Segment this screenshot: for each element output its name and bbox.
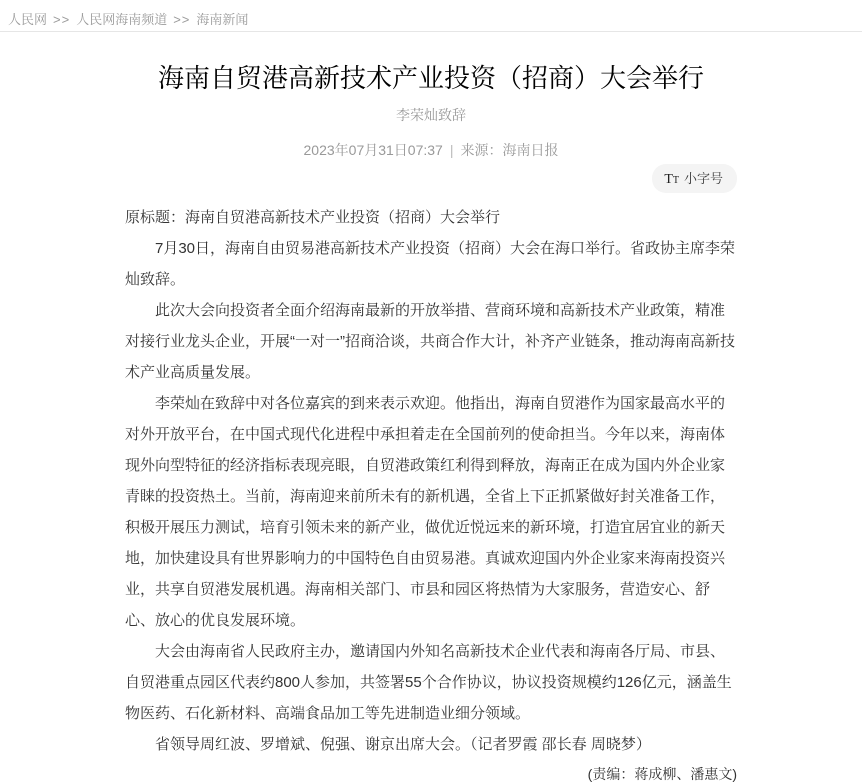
- breadcrumb-separator: >>: [53, 12, 71, 27]
- article-paragraph: 省领导周红波、罗增斌、倪强、谢京出席大会。（记者罗霞 邵长春 周晓梦）: [155, 736, 651, 753]
- source-link[interactable]: 海南日报: [502, 142, 559, 158]
- article-paragraph: 7月30日，海南自由贸易港高新技术产业投资（招商）大会在海口举行。省政协主席李荣灿致辞。: [125, 240, 736, 288]
- editors-note: (责编：蒋成柳、潘惠文): [587, 766, 737, 782]
- article-subtitle: 李荣灿致辞: [396, 107, 466, 123]
- original-title-line: 原标题：海南自贸港高新技术产业投资（招商）大会举行: [125, 209, 501, 226]
- article-paragraph: 此次大会向投资者全面介绍海南最新的开放举措、营商环境和高新技术产业政策，精准对接行业龙头企业，开展“一对一”招商洽谈，共商合作大计，补齐产业链条，推动海南高新技术产业高质量发展。: [125, 302, 735, 381]
- breadcrumb-link-hainan-channel[interactable]: 人民网海南频道: [76, 12, 168, 27]
- article-content: [125, 60, 737, 784]
- article-title: 海南自贸港高新技术产业投资（招商）大会举行: [157, 63, 704, 93]
- article-body: [125, 202, 737, 760]
- font-size-icon: TT: [664, 172, 679, 187]
- article-toolbar: [125, 164, 737, 190]
- breadcrumb-link-hainan-news[interactable]: 海南新闻: [196, 12, 249, 27]
- font-size-button[interactable]: [652, 164, 737, 193]
- breadcrumb-separator: >>: [173, 12, 191, 27]
- article-paragraph: 李荣灿在致辞中对各位嘉宾的到来表示欢迎。他指出，海南自贸港作为国家最高水平的对外开放平台，在中国式现代化进程中承担着走在全国前列的使命担当。今年以来，海南体现外向型特征的经济指标表现亮眼，自贸港政策红利得到释放，海南正在成为国内外企业家青睐的投资热土。当前，海南迎来前所未有的新机遇，全省上下正抓紧做好封关准备工作，积极开展压力测试，培育引领未来的新产业，做优近悦远来的新环境，打造宜居宜业的新天地，加快建设具有世界影响力的中国特色自由贸易港。真诚欢迎国内外企业家来海南投资兴业，共享自贸港发展机遇。海南相关部门、市县和园区将热情为大家服务，营造安心、舒心、放心的优良发展环境。: [125, 395, 726, 629]
- font-size-button-label: 小字号: [683, 171, 723, 186]
- breadcrumb-link-home[interactable]: 人民网: [8, 12, 48, 27]
- source-label: 来源：: [460, 142, 503, 158]
- meta-separator: |: [449, 142, 454, 158]
- article-paragraph: 大会由海南省人民政府主办，邀请国内外知名高新技术企业代表和海南各厅局、市县、自贸港重点园区代表约800人参加，共签署55个合作协议，协议投资规模约126亿元，涵盖生物医药、石化新材料、高端食品加工等先进制造业细分领域。: [125, 643, 732, 722]
- breadcrumb: [0, 0, 862, 32]
- publish-datetime: 2023年07月31日07:37: [303, 142, 443, 158]
- article-meta: [125, 140, 737, 160]
